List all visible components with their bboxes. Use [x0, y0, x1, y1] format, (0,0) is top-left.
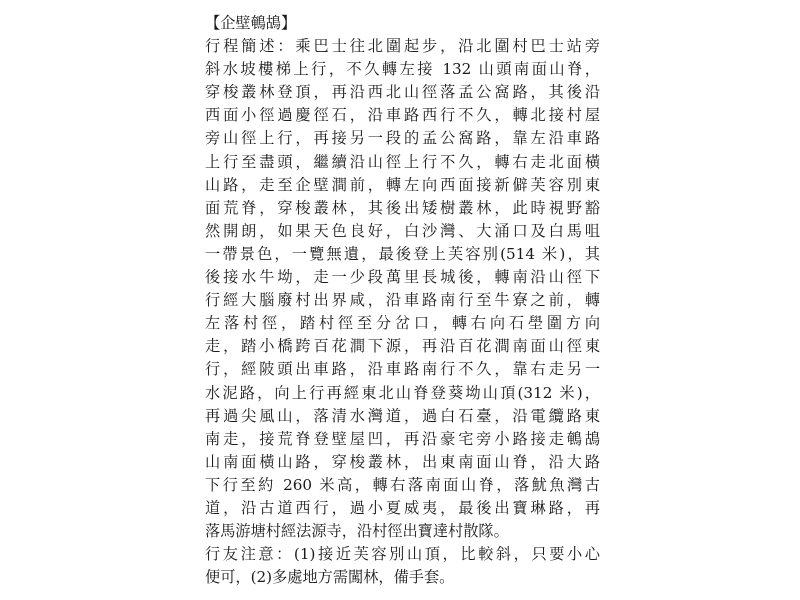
itinerary-line: 山南面橫山路，穿梭叢林，出東南面山脊，沿大路: [205, 452, 600, 471]
itinerary-line: 穿梭叢林登頂，再沿西北山徑落孟公窩路，其後沿: [205, 83, 600, 102]
itinerary-line: 左落村徑，踏村徑至分岔口，轉右向石壆圍方向: [205, 314, 600, 333]
itinerary-line: 然開朗，如果天色良好，白沙灣、大涌口及白馬咀: [205, 221, 600, 240]
itinerary-line: 後接水牛坳，走一少段萬里長城後，轉南沿山徑下: [205, 268, 600, 287]
itinerary-line: 落馬游塘村經法源寺，沿村徑出寶達村散隊。: [205, 522, 509, 541]
itinerary-line: 下行至約 260 米高，轉右落南面山脊，落魷魚灣古: [205, 475, 600, 494]
itinerary-line: 斜水坡樓梯上行，不久轉左接 132 山頭南面山脊，: [205, 60, 600, 79]
itinerary-line: 西面小徑過慶徑石，沿車路西行不久，轉北接村屋: [205, 106, 600, 125]
itinerary-line: 道，沿古道西行，過小夏威夷，最後出寶琳路，再: [205, 498, 600, 517]
notes-line: 便可，(2)多處地方需闖林，備手套。: [205, 568, 455, 587]
itinerary-line: 上行至盡頭，繼續沿山徑上行不久，轉右走北面橫: [205, 152, 600, 171]
itinerary-summary: [205, 35, 600, 543]
itinerary-line: 行程簡述：乘巴士往北圍起步，沿北圍村巴士站旁: [205, 37, 600, 56]
notes-line: 行友注意：(1)接近芙容別山頂，比較斜，只要小心: [205, 545, 600, 564]
itinerary-line: 一帶景色，一覽無遺，最後登上芙容別(514 米)，其: [205, 244, 600, 263]
hiking-route-article: [205, 12, 600, 589]
hiker-notes: [205, 543, 600, 589]
itinerary-line: 面荒脊，穿梭叢林，其後出矮樹叢林，此時視野豁: [205, 198, 600, 217]
itinerary-line: 旁山徑上行，再接另一段的孟公窩路，靠左沿車路: [205, 129, 600, 148]
itinerary-line: 水泥路，向上行再經東北山脊登葵坳山頂(312 米)，: [205, 383, 600, 402]
itinerary-line: 行經大腦廢村出界咸，沿車路南行至牛寮之前，轉: [205, 291, 600, 310]
itinerary-line: 再過尖風山，落清水灣道，過白石臺，沿電纜路東: [205, 406, 600, 425]
itinerary-line: 山路，走至企壁澗前，轉左向西面接新僻芙容別東: [205, 175, 600, 194]
itinerary-line: 走，踏小橋跨百花澗下源，再沿百花澗南面山徑東: [205, 337, 600, 356]
itinerary-line: 南走，接荒脊登壁屋凹，再沿豪宅旁小路接走鵪鴣: [205, 429, 600, 448]
article-title: 【企壁鵪鴣】: [205, 14, 297, 32]
itinerary-line: 行，經陂頭出車路，沿車路南行不久，靠右走另一: [205, 360, 600, 379]
